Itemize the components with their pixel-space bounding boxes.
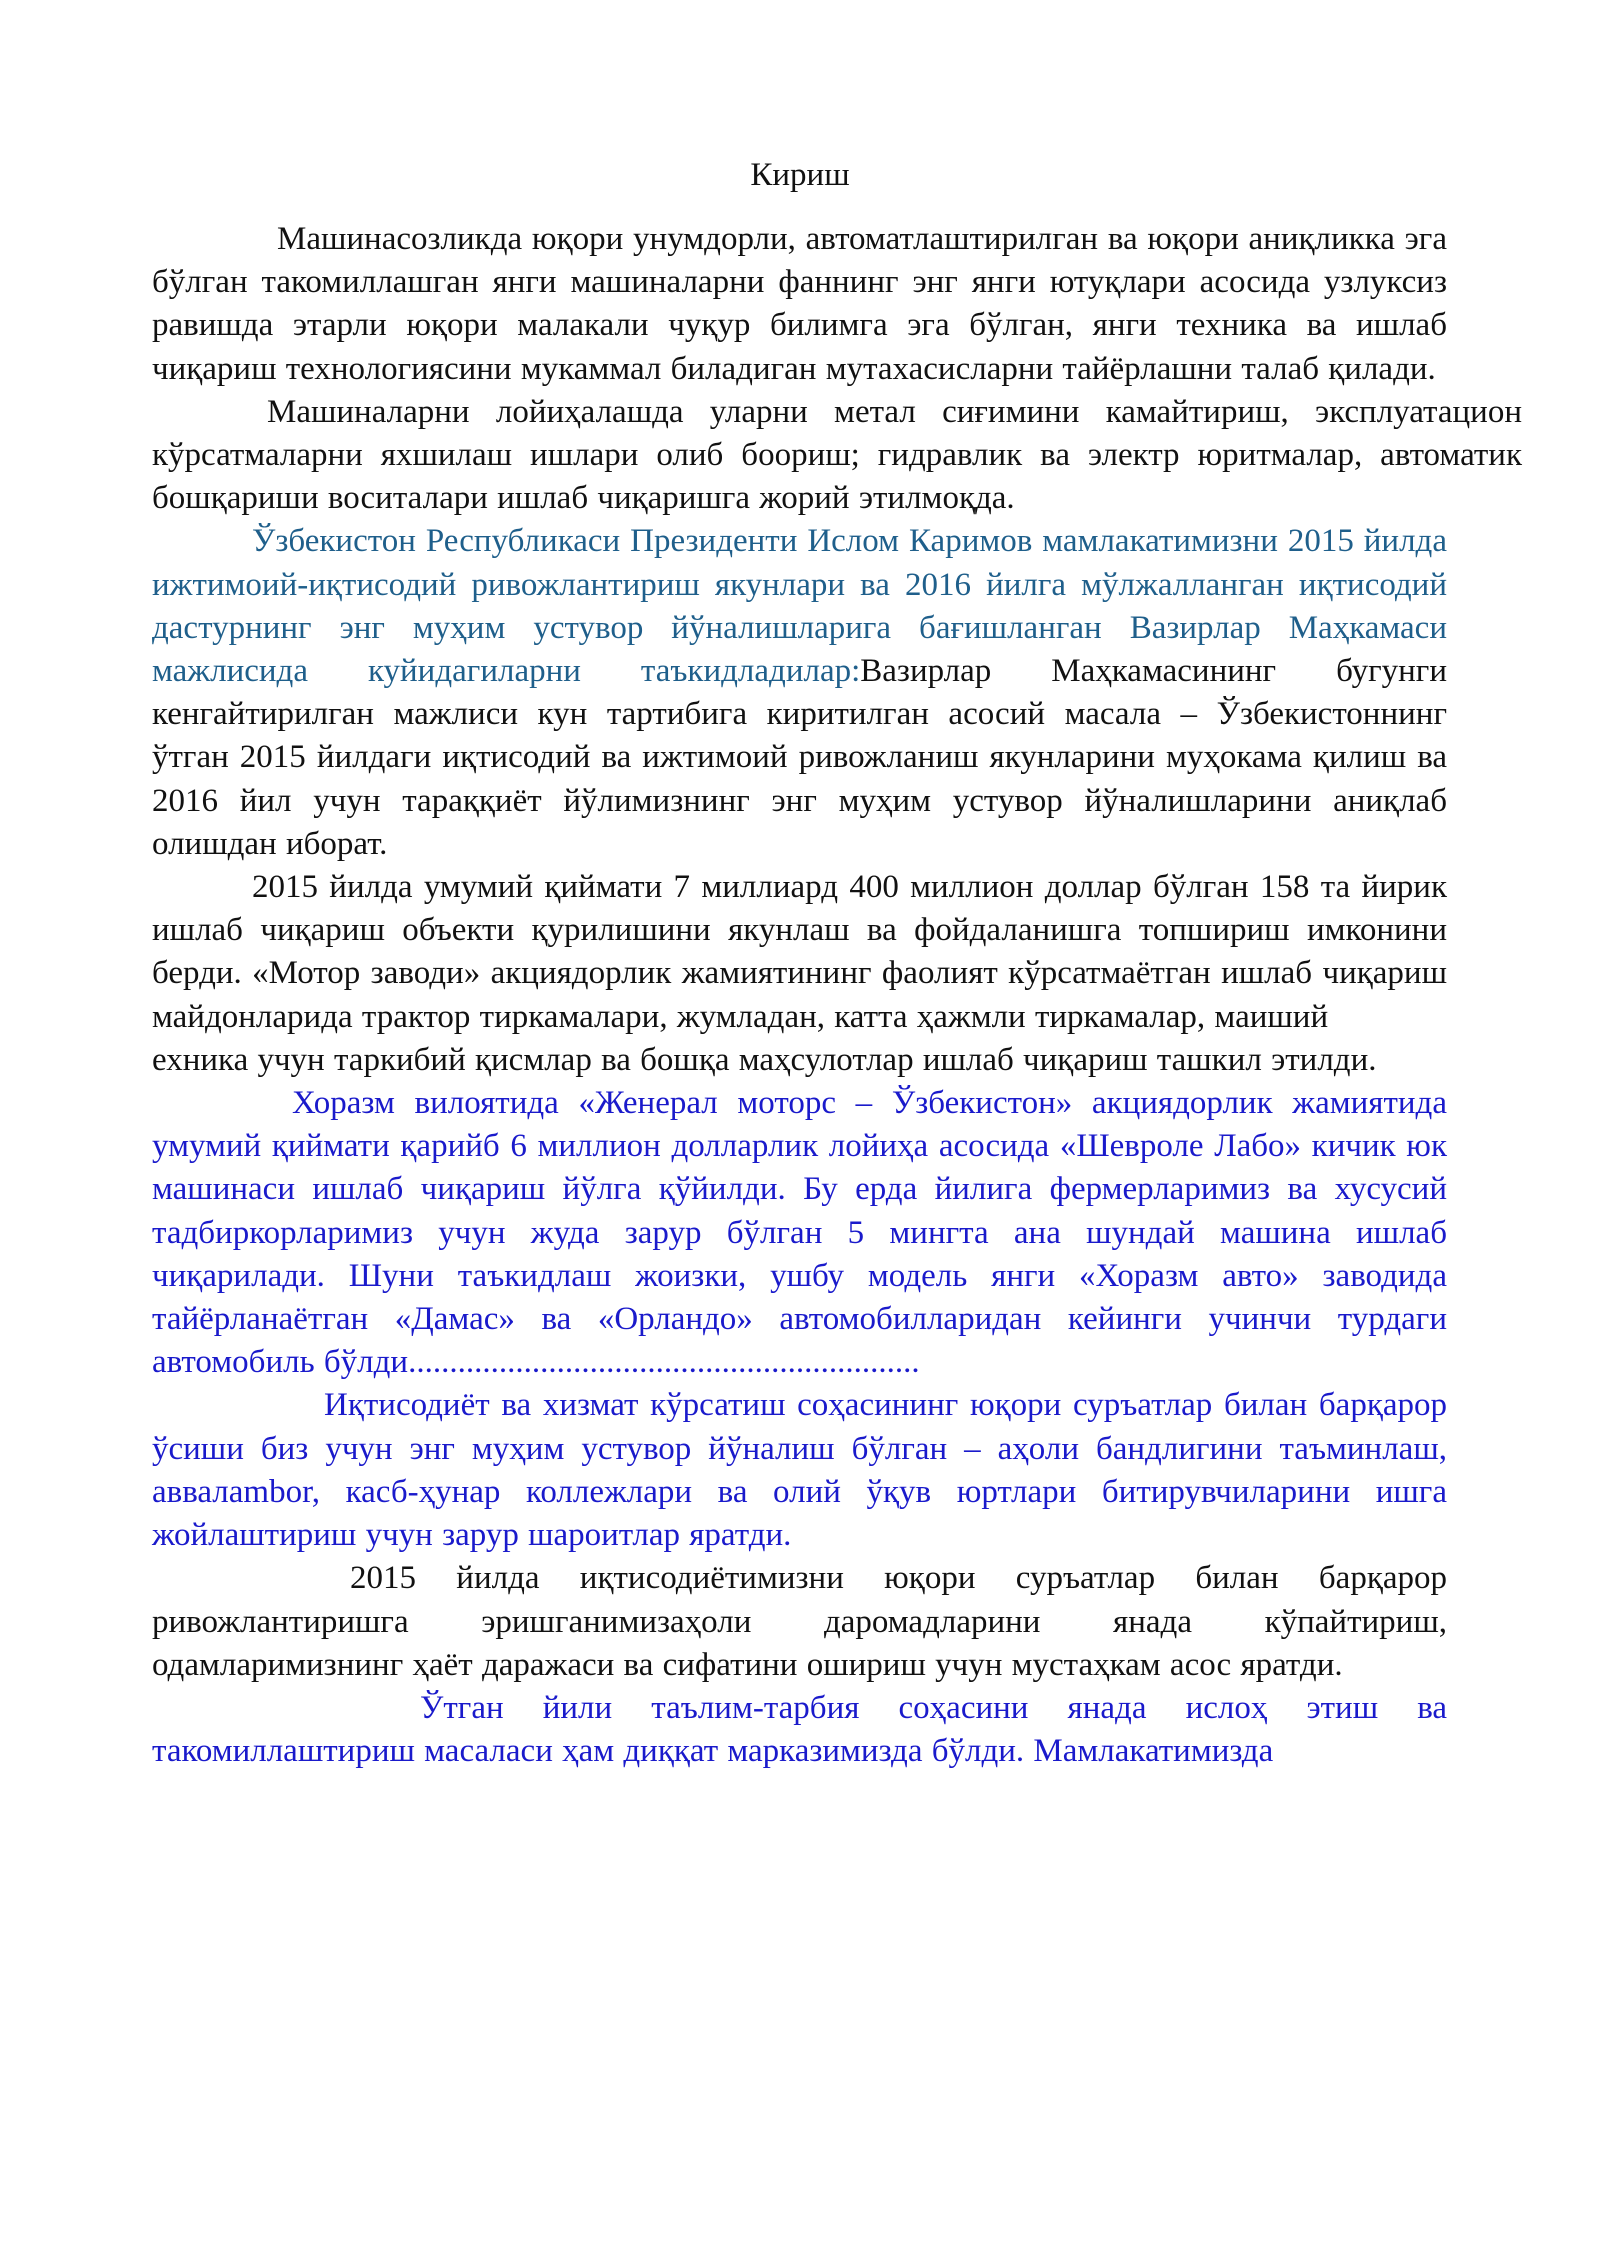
paragraph-7: 2015 йилда иқтисодиётимизни юқори суръатлар билан барқарор ривожлантиришга эришганимизаҳоли даромадларини янада кўпайтириш, одамларимизнинг ҳаёт даражаси ва сифатини ошириш учун мустаҳкам асос яратди. [152,1560,1447,1683]
paragraph-4-continued: ехника учун таркибий қисмлар ва бошқа маҳсулотлар ишлаб чиқариш ташкил этилди. [152,1041,1377,1078]
paragraph-1: Машинасозликда юқори унумдорли, автоматлаштирилган ва юқори аниқликка эга бўлган такомиллашган янги машиналарни фаннинг энг янги ютуқлари асосида узлуксиз равишда этарли юқори малакали чуқур билимга эга бўлган, янги техника ва ишлаб чиқариш технологиясини мукаммал биладиган мутахасисларни тайёрлашни талаб қилади. [152,221,1447,387]
paragraph-5: Хоразм вилоятида «Женерал моторс – Ўзбекистон» акциядорлик жамиятида умумий қиймати қарийб 6 миллион долларлик лойиҳа асосида «Шевроле Лабо» кичик юк машинаси ишлаб чиқариш йўлга қўйилди. Бу ерда йилига фермерларимиз ва хусусий тадбиркорларимиз учун жуда зарур бўлган 5 мингта ана шундай машина ишлаб чиқарилади. Шуни таъкидлаш жоизки, ушбу модель янги «Хоразм авто» заводида тайёрланаётган «Дамас» ва «Орландо» автомобилларидан кейинги учинчи турдаги автомобиль бўлди.............................................................. [152,1085,1447,1381]
paragraph-3-highlight: Ўзбекистон Республикаси Президенти Ислом Каримов мамлакатимизни 2015 йилда ижтимоий-иқтисодий ривожлантириш якунлари ва 2016 йилга мўлжалланган иқтисодий дастурнинг энг муҳим устувор йўналишларига бағишланган Вазирлар Маҳкамаси мажлисида куйидагиларни таъкидладилар: [152,523,1447,690]
paragraph-3 [152,520,1447,866]
paragraph-4: 2015 йилда умумий қиймати 7 миллиард 400 миллион доллар бўлган 158 та йирик ишлаб чиқариш объекти қурилишини якунлаш ва фойдаланишга топшириш имконини берди. «Мотор заводи» акциядорлик жамиятининг фаолият кўрсатмаётган ишлаб чиқариш майдонларида трактор тиркамалари, жумладан, катта ҳажмли тиркамалар, маиший [152,869,1447,1035]
page-title: Кириш [750,157,850,193]
paragraph-8: Ўтган йили таълим-тарбия соҳасини янада ислоҳ этиш ва такомиллаштириш масаласи ҳам диққат марказимизда бўлди. Мамлакатимизда [152,1689,1447,1770]
document-body [152,218,1522,1773]
paragraph-6: Иқтисодиёт ва хизмат кўрсатиш соҳасининг юқори суръатлар билан барқарор ўсиши биз учун энг муҳим устувор йўналиш бўлган – аҳоли бандлигини таъминлаш, аввалambor, касб-ҳунар коллежлари ва олий ўқув юртлари битирувчиларини ишга жойлаштириш учун зарур шароитлар яратди. [152,1387,1447,1554]
paragraph-3-text: Вазирлар Маҳкамасининг бугунги кенгайтирилган мажлиси кун тартибига киритилган асосий масала – Ўзбекистоннинг ўтган 2015 йилдаги иқтисодий ва ижтимоий ривожланиш якунларини муҳокама қилиш ва 2016 йил учун тараққиёт йўлимизнинг энг муҳим устувор йўналишларини аниқлаб олишдан иборат. [152,653,1447,862]
paragraph-2: Машиналарни лойиҳалашда уларни метал сиғимини камайтириш, эксплуатацион кўрсатмаларни яхшилаш ишлари олиб боориш; гидравлик ва электр юритмалар, автоматик бошқариши воситалари ишлаб чиқаришга жорий этилмоқда. [152,393,1522,517]
